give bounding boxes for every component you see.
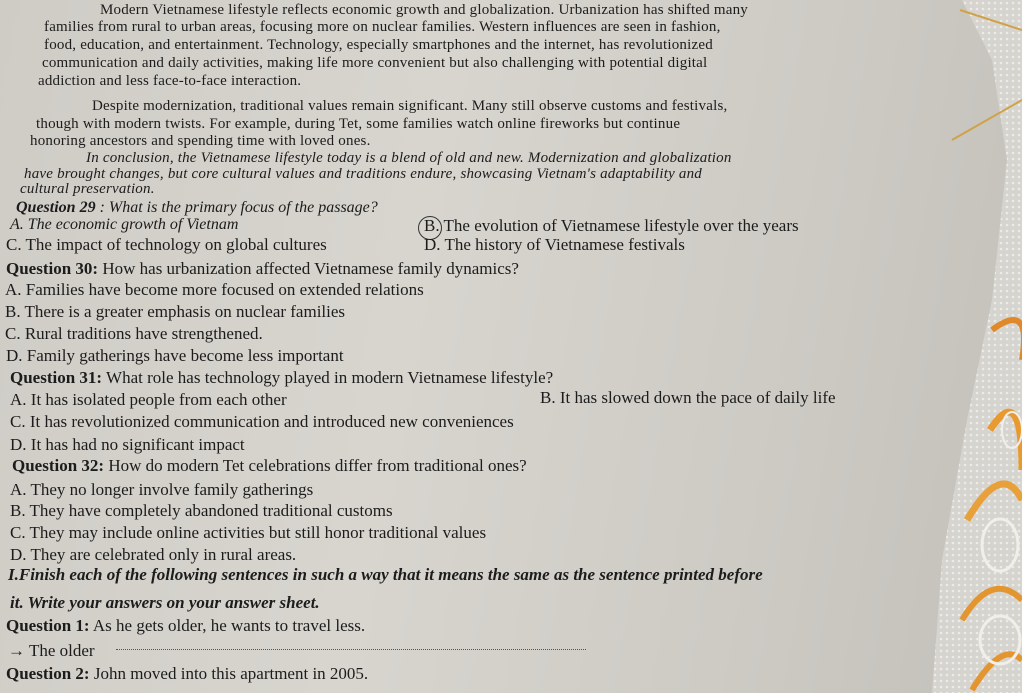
question-31-text: What role has technology played in modern Vietnamese lifestyle? (102, 368, 554, 387)
rewrite-question-1-answer-prefix: → The older (8, 641, 95, 660)
answer-blank-line (116, 649, 586, 650)
question-32-text: How do modern Tet celebrations differ from traditional ones? (104, 456, 527, 475)
section-instruction-line: it. Write your answers on your answer sheet. (10, 593, 320, 612)
question-29-option-b: B. The evolution of Vietnamese lifestyle over the years (424, 216, 799, 235)
question-32-option-d: D. They are celebrated only in rural areas. (10, 545, 297, 564)
question-30-option-b: B. There is a greater emphasis on nuclear families (5, 302, 346, 321)
rewrite-question-1-prompt (6, 617, 365, 634)
rewrite-question-2-label: Question 2: (6, 664, 90, 683)
question-29-text: : What is the primary focus of the passage? (95, 199, 378, 216)
passage-line: food, education, and entertainment. Technology, especially smartphones and the internet, has revolutionized (44, 37, 713, 53)
question-32-option-a: A. They no longer involve family gatherings (10, 480, 314, 499)
rewrite-question-1-text: As he gets older, he wants to travel less. (89, 616, 366, 635)
question-32-option-c: C. They may include online activities but still honor traditional values (10, 523, 487, 542)
section-instruction-line: I.Finish each of the following sentences in such a way that it means the same as the sentence printed before (8, 565, 763, 584)
question-29-option-a: A. The economic growth of Vietnam (10, 216, 239, 233)
question-30-label: Question 30: (6, 259, 99, 278)
passage-line: though with modern twists. For example, during Tet, some families watch online fireworks but continue (36, 116, 681, 132)
lace-tablecloth-decoration (872, 0, 1022, 693)
passage-line: addiction and less face-to-face interaction. (38, 73, 302, 89)
question-31-option-b: B. It has slowed down the pace of daily life (540, 388, 836, 407)
question-31-label: Question 31: (10, 368, 103, 387)
question-29-label: Question 29 (16, 199, 96, 216)
rewrite-question-2-prompt (6, 665, 368, 682)
rewrite-question-2-text: John moved into this apartment in 2005. (89, 664, 369, 683)
question-29-option-d: D. The history of Vietnamese festivals (424, 235, 685, 254)
passage-line: In conclusion, the Vietnamese lifestyle today is a blend of old and new. Modernization and globalization (86, 150, 732, 166)
question-30-option-c: C. Rural traditions have strengthened. (5, 324, 263, 343)
question-30-text: How has urbanization affected Vietnamese family dynamics? (98, 259, 519, 278)
question-32-option-b: B. They have completely abandoned traditional customs (10, 501, 393, 520)
passage-line: have brought changes, but core cultural values and traditions endure, showcasing Vietnam's adaptability and (24, 166, 703, 182)
passage-line: honoring ancestors and spending time with loved ones. (30, 133, 371, 149)
passage-line: families from rural to urban areas, focusing more on nuclear families. Western influences are seen in fashion, (44, 19, 721, 35)
question-30-option-a: A. Families have become more focused on extended relations (5, 280, 424, 299)
passage-line: cultural preservation. (20, 181, 155, 197)
question-29-option-c: C. The impact of technology on global cultures (6, 235, 327, 254)
question-30-option-d: D. Family gatherings have become less important (6, 346, 344, 365)
question-29-prompt (16, 200, 378, 216)
passage-line: communication and daily activities, making life more convenient but also challenging with potential digital (42, 55, 708, 71)
question-32-prompt (12, 457, 527, 474)
question-30-prompt (6, 260, 519, 277)
question-31-prompt (10, 369, 553, 386)
question-32-label: Question 32: (12, 456, 105, 475)
question-31-option-d: D. It has had no significant impact (10, 435, 245, 454)
passage-line: Modern Vietnamese lifestyle reflects economic growth and globalization. Urbanization has shifted many (100, 2, 748, 18)
passage-line: Despite modernization, traditional values remain significant. Many still observe customs and festivals, (92, 98, 728, 114)
question-31-option-a: A. It has isolated people from each other (10, 390, 287, 409)
question-31-option-c: C. It has revolutionized communication and introduced new conveniences (10, 412, 514, 431)
rewrite-question-1-label: Question 1: (6, 616, 90, 635)
